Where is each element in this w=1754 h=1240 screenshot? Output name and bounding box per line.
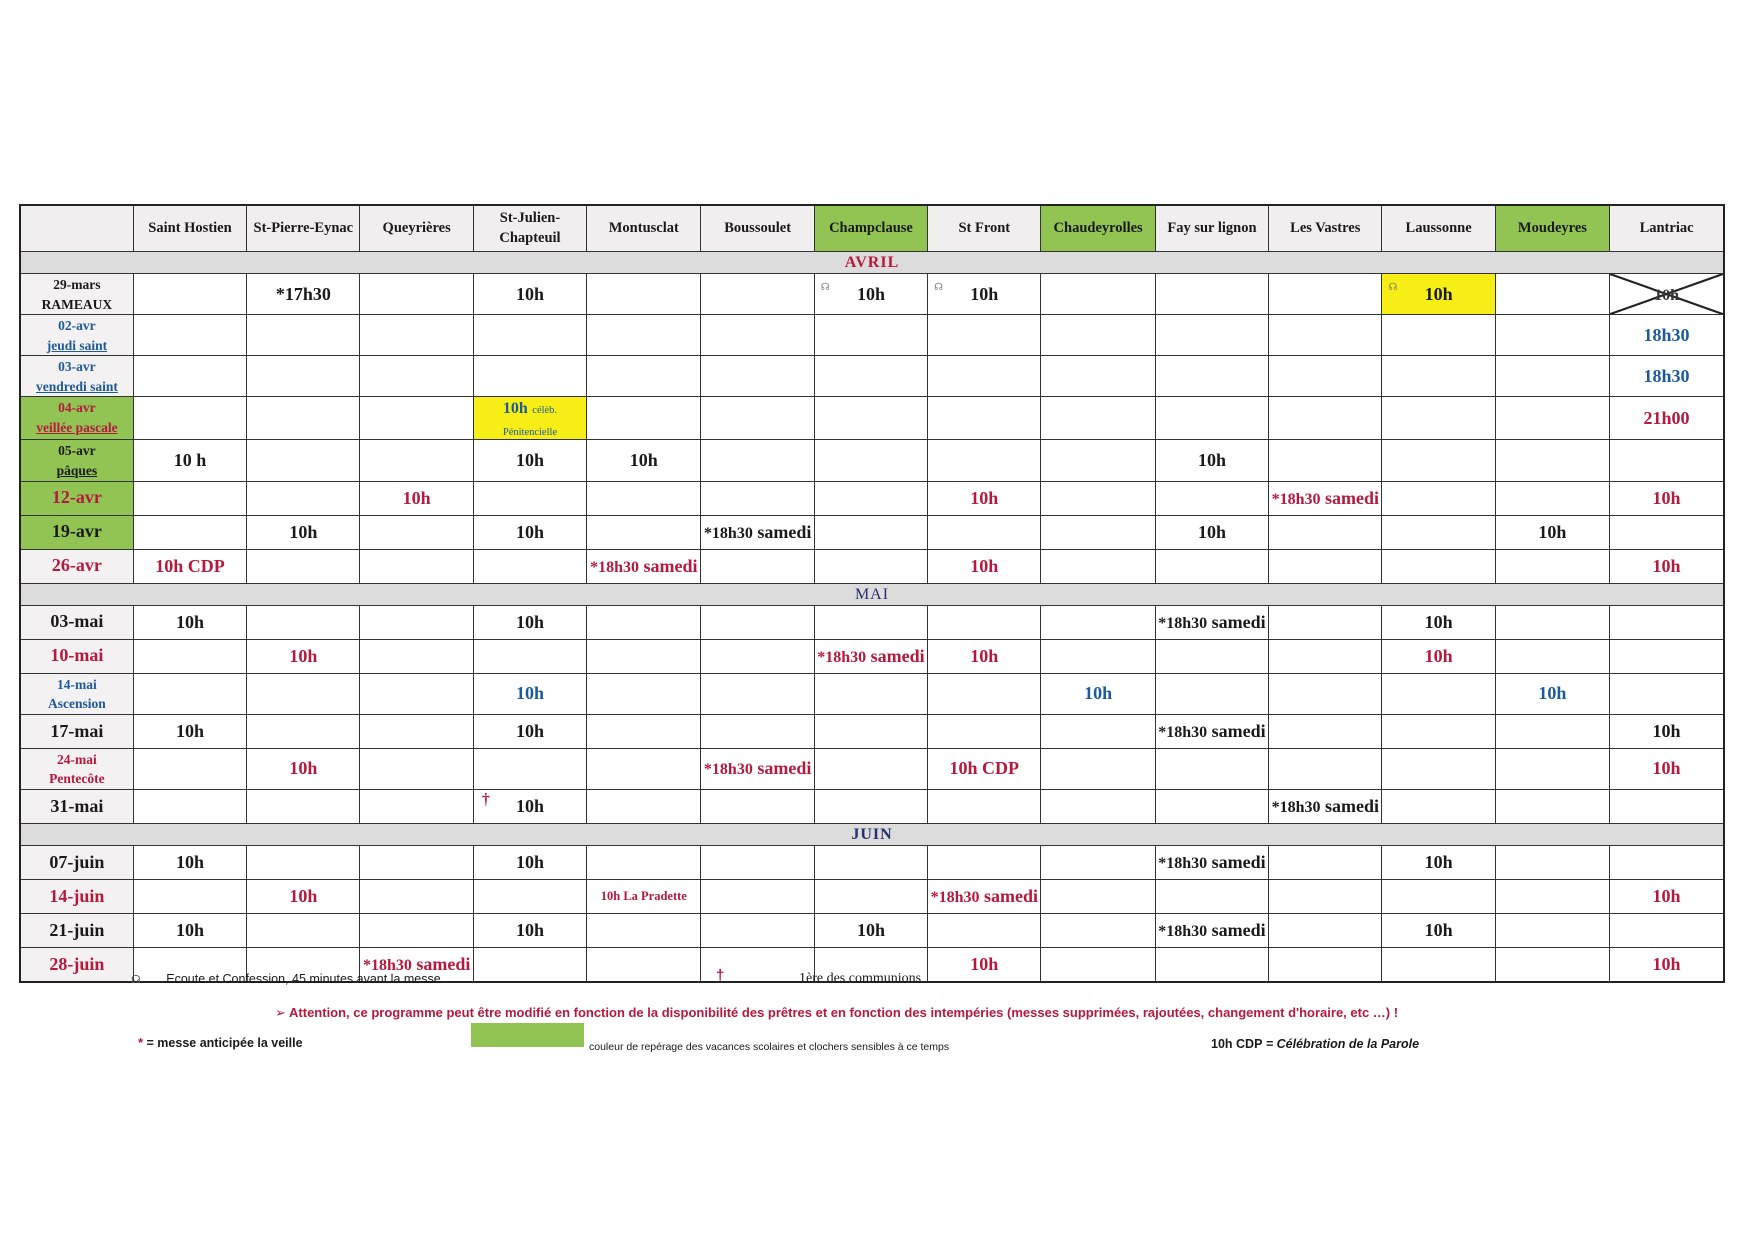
table-row <box>20 397 1724 440</box>
month-juin: JUIN <box>851 825 893 843</box>
legend-anticipated: * = messe anticipée la veille <box>138 1035 303 1050</box>
mass-time: 10h CDP <box>133 549 246 583</box>
date-cell: 07-juin <box>20 845 133 879</box>
date-cell: 03-avr vendredi saint <box>20 356 133 397</box>
mass-time: 10h <box>928 947 1041 982</box>
mass-time: 10h <box>133 714 246 748</box>
mass-time: 10h <box>247 879 360 913</box>
table-row <box>20 913 1724 947</box>
legend-attention: ➢ Attention, ce programme peut être modifié en fonction de la disponibilité des prêtres et en fonction des intempéries (messes supprimées, rajoutées, changement d'horaire, etc …) ! <box>275 1005 1399 1020</box>
mass-time: 10h <box>473 913 586 947</box>
mass-time: 10h <box>1610 947 1724 982</box>
mass-time: *18h30 samedi <box>1269 789 1382 823</box>
table-row <box>20 605 1724 639</box>
mass-time: *17h30 <box>247 274 360 315</box>
mass-time: 10h <box>1610 879 1724 913</box>
date-cell: 02-avr jeudi saint <box>20 315 133 356</box>
penitential-celebration: 10h célèb. Pénitencielle <box>473 397 586 440</box>
mass-time: 10h <box>1382 913 1495 947</box>
mass-time: 10h <box>133 845 246 879</box>
mass-time: 10h CDP <box>928 748 1041 789</box>
date-cell: 10-mai <box>20 639 133 673</box>
table-row <box>20 481 1724 515</box>
mass-time: 10h <box>1382 605 1495 639</box>
table-row <box>20 845 1724 879</box>
mass-time: 10h <box>1041 673 1155 714</box>
mass-time: 10h <box>928 549 1041 583</box>
ear-icon: ☊ <box>131 974 141 986</box>
mass-time: 10h <box>473 515 586 549</box>
mass-time: 18h30 <box>1610 356 1724 397</box>
mass-time: 10h <box>1610 481 1724 515</box>
table-row <box>20 789 1724 823</box>
mass-time: ☊ 10h <box>928 274 1041 315</box>
mass-time: 10h <box>247 515 360 549</box>
mass-time: 10h <box>247 639 360 673</box>
date-cell: 04-avr veillée pascale <box>20 397 133 440</box>
mass-time: 10h <box>1610 549 1724 583</box>
col-champclause: Champclause <box>814 205 927 252</box>
mass-time: 10h <box>814 913 927 947</box>
table-row <box>20 515 1724 549</box>
date-cell: 05-avr pâques <box>20 440 133 481</box>
date-cell: 14-juin <box>20 879 133 913</box>
mass-time: *18h30 samedi <box>701 748 814 789</box>
mass-time: 10h <box>1495 673 1609 714</box>
date-cell: 29-mars RAMEAUX <box>20 274 133 315</box>
header-row <box>20 205 1724 252</box>
mass-schedule-table <box>19 204 1725 983</box>
col-boussoulet: Boussoulet <box>701 205 814 252</box>
table-row <box>20 714 1724 748</box>
ear-icon: ☊ <box>820 282 830 293</box>
legend-cdp: 10h CDP = Célébration de la Parole <box>1211 1037 1420 1051</box>
date-cell: 31-mai <box>20 789 133 823</box>
mass-time: 10h <box>1610 748 1724 789</box>
mass-time: † 10h <box>473 789 586 823</box>
month-separator <box>20 252 1724 274</box>
month-separator <box>20 823 1724 845</box>
month-avril: AVRIL <box>844 254 900 271</box>
mass-time: ☊ 10h <box>1382 274 1495 315</box>
mass-time: 10h <box>473 605 586 639</box>
green-legend-swatch <box>471 1023 584 1047</box>
mass-time: 10h La Pradette <box>587 879 701 913</box>
cancelled-mass: 10h <box>1610 274 1724 315</box>
ear-icon: ☊ <box>934 282 944 293</box>
mass-time: *18h30 samedi <box>928 879 1041 913</box>
mass-time: 10h <box>1382 845 1495 879</box>
table-row <box>20 639 1724 673</box>
mass-time: ☊ 10h <box>814 274 927 315</box>
col-les-vastres: Les Vastres <box>1269 205 1382 252</box>
mass-time: 18h30 <box>1610 315 1724 356</box>
date-cell: 26-avr <box>20 549 133 583</box>
table-row <box>20 315 1724 356</box>
date-cell: 24-mai Pentecôte <box>20 748 133 789</box>
legend-communions-text: 1ère des communions <box>799 971 922 986</box>
col-st-pierre-eynac: St-Pierre-Eynac <box>247 205 360 252</box>
mass-time: *18h30 samedi <box>360 947 473 982</box>
table-row <box>20 879 1724 913</box>
table-row <box>20 673 1724 714</box>
legend-communions <box>716 967 724 985</box>
mass-time: *18h30 samedi <box>1269 481 1382 515</box>
mass-time: *18h30 samedi <box>1155 714 1268 748</box>
col-laussonne: Laussonne <box>1382 205 1495 252</box>
mass-time: 10h <box>473 440 586 481</box>
col-moudeyres: Moudeyres <box>1495 205 1609 252</box>
table-row <box>20 748 1724 789</box>
mass-time: 10h <box>928 639 1041 673</box>
mass-time: 10h <box>473 673 586 714</box>
mass-time: 10h <box>1155 515 1268 549</box>
mass-time: 10h <box>1155 440 1268 481</box>
mass-time: *18h30 samedi <box>701 515 814 549</box>
table-row <box>20 440 1724 481</box>
mass-time: 10h <box>473 845 586 879</box>
table-row <box>20 549 1724 583</box>
col-lantriac: Lantriac <box>1610 205 1724 252</box>
col-st-front: St Front <box>928 205 1041 252</box>
date-cell: 17-mai <box>20 714 133 748</box>
col-fay-sur-lignon: Fay sur lignon <box>1155 205 1268 252</box>
mass-time: 10h <box>473 274 586 315</box>
month-mai: MAI <box>854 585 890 603</box>
cross-icon: † <box>481 790 490 808</box>
mass-time: 10 h <box>133 440 246 481</box>
date-cell: 14-mai Ascension <box>20 673 133 714</box>
col-montusclat: Montusclat <box>587 205 701 252</box>
date-cell: 21-juin <box>20 913 133 947</box>
table-row <box>20 274 1724 315</box>
mass-time: 10h <box>1610 714 1724 748</box>
mass-time: 10h <box>587 440 701 481</box>
table-row <box>20 356 1724 397</box>
mass-time: *18h30 samedi <box>814 639 927 673</box>
mass-time: *18h30 samedi <box>1155 913 1268 947</box>
mass-time: 10h <box>928 481 1041 515</box>
mass-time: 10h <box>133 605 246 639</box>
header-corner <box>20 205 133 252</box>
col-st-julien-chapteuil: St-Julien-Chapteuil <box>473 205 586 252</box>
ear-icon: ☊ <box>1388 282 1398 293</box>
mass-time: 10h <box>473 714 586 748</box>
mass-time: 10h <box>133 913 246 947</box>
mass-time: 10h <box>1495 515 1609 549</box>
date-cell: 03-mai <box>20 605 133 639</box>
date-cell: 28-juin <box>20 947 133 982</box>
mass-time: *18h30 samedi <box>587 549 701 583</box>
mass-time: *18h30 samedi <box>1155 605 1268 639</box>
month-separator <box>20 583 1724 605</box>
legend-confession: ☊ Ecoute et Confession, 45 minutes avant la messe <box>131 972 441 986</box>
col-queyrieres: Queyrières <box>360 205 473 252</box>
date-cell: 12-avr <box>20 481 133 515</box>
mass-time: 10h <box>360 481 473 515</box>
col-saint-hostien: Saint Hostien <box>133 205 246 252</box>
mass-time: *18h30 samedi <box>1155 845 1268 879</box>
legend-green: couleur de repérage des vacances scolaires et clochers sensibles à ce temps <box>589 1041 950 1053</box>
col-chaudeyrolles: Chaudeyrolles <box>1041 205 1155 252</box>
cross-icon: † <box>716 967 725 984</box>
date-cell: 19-avr <box>20 515 133 549</box>
mass-time: 10h <box>1382 639 1495 673</box>
mass-time: 10h <box>247 748 360 789</box>
mass-time: 21h00 <box>1610 397 1724 440</box>
